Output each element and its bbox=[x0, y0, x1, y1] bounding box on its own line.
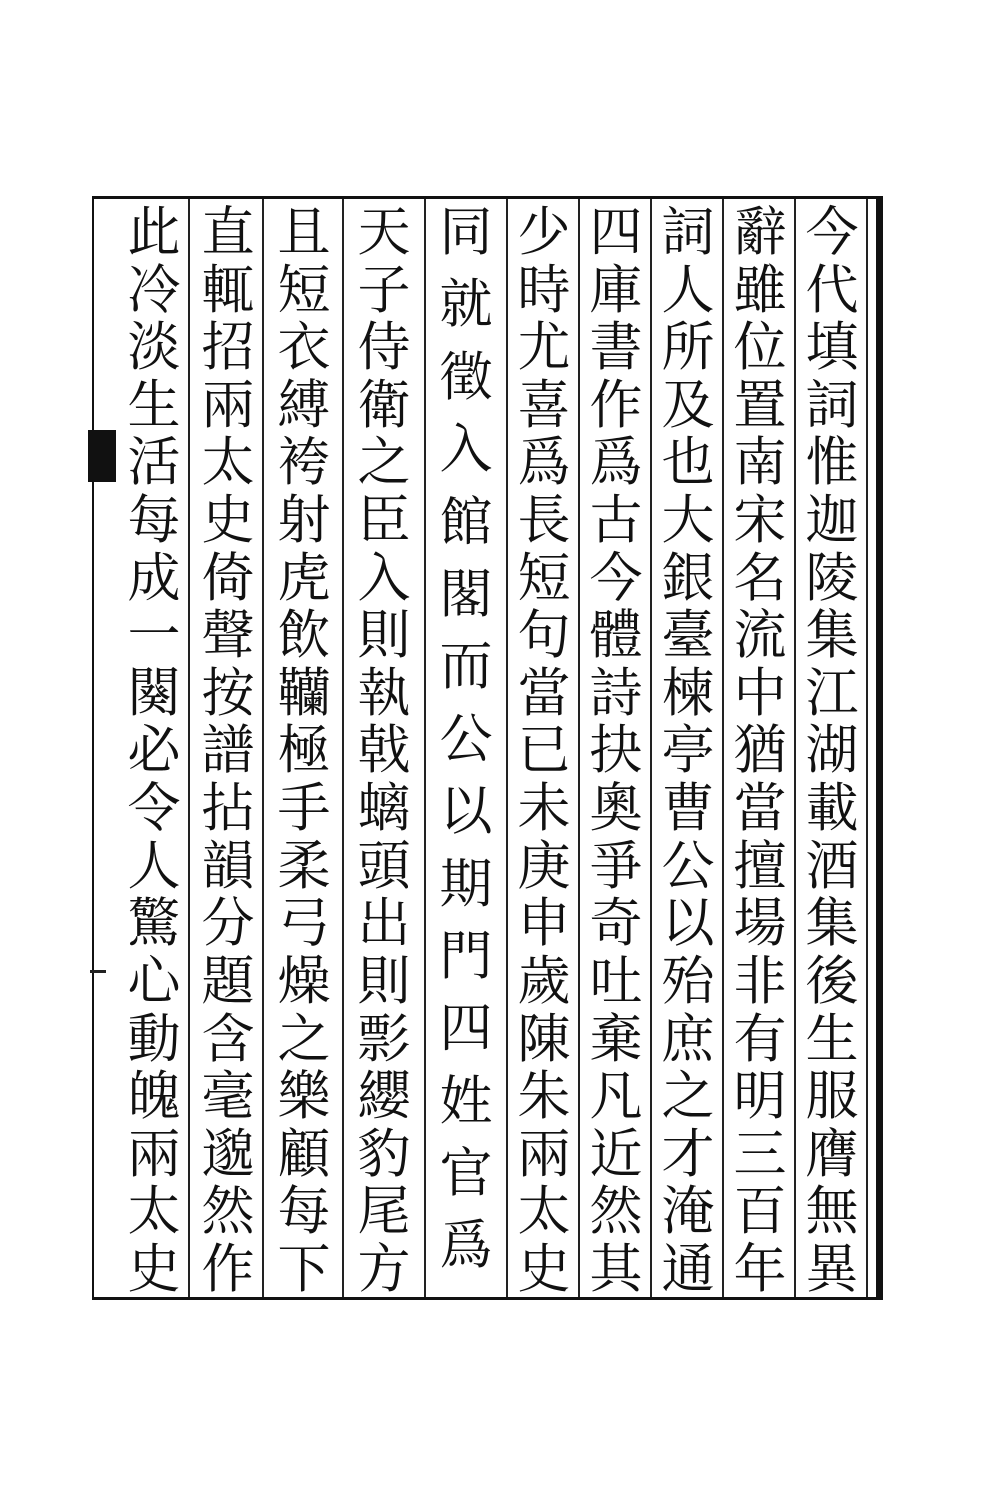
character: 闋 bbox=[127, 662, 181, 724]
character: 載 bbox=[805, 778, 859, 840]
character: 之 bbox=[661, 1066, 715, 1128]
character: 官 bbox=[439, 1143, 493, 1205]
character: 淡 bbox=[127, 317, 181, 379]
character: 四 bbox=[439, 998, 493, 1060]
character: 活 bbox=[127, 432, 181, 494]
character: 場 bbox=[733, 893, 787, 955]
character: 縛 bbox=[277, 374, 331, 436]
character: 彯 bbox=[357, 1008, 411, 1070]
character: 一 bbox=[127, 605, 181, 667]
character: 兩 bbox=[517, 1123, 571, 1185]
character: 之 bbox=[277, 1008, 331, 1070]
character: 姓 bbox=[439, 1070, 493, 1132]
character: 太 bbox=[201, 432, 255, 494]
character: 入 bbox=[439, 419, 493, 481]
character: 辭 bbox=[733, 202, 787, 263]
text-column-6 bbox=[430, 202, 502, 1296]
character: 虎 bbox=[277, 547, 331, 609]
character: 淹 bbox=[661, 1181, 715, 1243]
character: 爲 bbox=[439, 1215, 493, 1277]
character: 公 bbox=[661, 835, 715, 897]
character: 名 bbox=[733, 547, 787, 609]
character: 成 bbox=[127, 547, 181, 609]
character: 臺 bbox=[661, 605, 715, 667]
character: 太 bbox=[517, 1181, 571, 1243]
character: 惟 bbox=[805, 432, 859, 494]
character: 置 bbox=[733, 374, 787, 436]
character: 服 bbox=[805, 1066, 859, 1128]
character: 庚 bbox=[517, 835, 571, 897]
character: 百 bbox=[733, 1181, 787, 1243]
character: 毫 bbox=[201, 1066, 255, 1128]
character: 後 bbox=[805, 950, 859, 1012]
character: 爲 bbox=[589, 432, 643, 494]
character: 此 bbox=[127, 202, 181, 263]
character: 閣 bbox=[439, 563, 493, 625]
page-border-right-thick bbox=[876, 196, 883, 1300]
text-column-5 bbox=[508, 202, 580, 1300]
character: 迦 bbox=[805, 490, 859, 552]
character: 酒 bbox=[805, 835, 859, 897]
character: 題 bbox=[201, 950, 255, 1012]
character: 心 bbox=[127, 950, 181, 1012]
character: 門 bbox=[439, 925, 493, 987]
character: 宋 bbox=[733, 490, 787, 552]
block-center-mark bbox=[90, 970, 106, 973]
character: 未 bbox=[517, 778, 571, 840]
character: 館 bbox=[439, 491, 493, 553]
character: 魄 bbox=[127, 1066, 181, 1128]
character: 歲 bbox=[517, 950, 571, 1012]
character: 朱 bbox=[517, 1066, 571, 1128]
character: 抉 bbox=[589, 720, 643, 782]
character: 燥 bbox=[277, 950, 331, 1012]
character: 尾 bbox=[357, 1181, 411, 1243]
character: 臣 bbox=[357, 490, 411, 552]
character: 尤 bbox=[517, 317, 571, 379]
character: 詩 bbox=[589, 662, 643, 724]
character: 方 bbox=[357, 1238, 411, 1300]
character: 集 bbox=[805, 893, 859, 955]
character: 兩 bbox=[127, 1123, 181, 1185]
character: 奧 bbox=[589, 778, 643, 840]
character: 譜 bbox=[201, 720, 255, 782]
character: 邈 bbox=[201, 1123, 255, 1185]
character: 分 bbox=[201, 893, 255, 955]
character: 所 bbox=[661, 317, 715, 379]
character: 豹 bbox=[357, 1123, 411, 1185]
character: 奇 bbox=[589, 893, 643, 955]
character: 然 bbox=[589, 1181, 643, 1243]
character: 今 bbox=[805, 202, 859, 263]
character: 以 bbox=[661, 893, 715, 955]
text-column-10 bbox=[118, 202, 190, 1300]
character: 四 bbox=[589, 202, 643, 263]
character: 少 bbox=[517, 202, 571, 263]
character: 中 bbox=[733, 662, 787, 724]
character: 且 bbox=[277, 202, 331, 263]
character: 膺 bbox=[805, 1123, 859, 1185]
character: 侍 bbox=[357, 317, 411, 379]
character: 銀 bbox=[661, 547, 715, 609]
character: 詞 bbox=[661, 202, 715, 263]
character: 吐 bbox=[589, 950, 643, 1012]
character: 出 bbox=[357, 893, 411, 955]
block-center-text bbox=[90, 490, 112, 700]
character: 短 bbox=[517, 547, 571, 609]
character: 驚 bbox=[127, 893, 181, 955]
character: 非 bbox=[733, 950, 787, 1012]
character: 書 bbox=[589, 317, 643, 379]
character: 韊 bbox=[277, 662, 331, 724]
character: 三 bbox=[733, 1123, 787, 1185]
character: 顧 bbox=[277, 1123, 331, 1185]
column-rule bbox=[424, 199, 426, 1297]
character: 之 bbox=[357, 432, 411, 494]
character: 拈 bbox=[201, 778, 255, 840]
character: 猶 bbox=[733, 720, 787, 782]
character: 韻 bbox=[201, 835, 255, 897]
character: 樂 bbox=[277, 1066, 331, 1128]
character: 爭 bbox=[589, 835, 643, 897]
character: 短 bbox=[277, 259, 331, 321]
character: 其 bbox=[589, 1238, 643, 1300]
character: 以 bbox=[439, 781, 493, 843]
character: 爲 bbox=[517, 432, 571, 494]
character: 長 bbox=[517, 490, 571, 552]
character: 代 bbox=[805, 259, 859, 321]
character: 陵 bbox=[805, 547, 859, 609]
character: 直 bbox=[201, 202, 255, 263]
character: 填 bbox=[805, 317, 859, 379]
character: 弓 bbox=[277, 893, 331, 955]
text-column-3 bbox=[652, 202, 724, 1300]
character: 生 bbox=[127, 374, 181, 436]
character: 位 bbox=[733, 317, 787, 379]
character: 柔 bbox=[277, 835, 331, 897]
character: 古 bbox=[589, 490, 643, 552]
character: 生 bbox=[805, 1008, 859, 1070]
character: 雖 bbox=[733, 259, 787, 321]
character: 及 bbox=[661, 374, 715, 436]
character: 天 bbox=[357, 202, 411, 263]
character: 則 bbox=[357, 605, 411, 667]
character: 殆 bbox=[661, 950, 715, 1012]
character: 申 bbox=[517, 893, 571, 955]
character: 每 bbox=[127, 490, 181, 552]
character: 徵 bbox=[439, 346, 493, 408]
character: 頭 bbox=[357, 835, 411, 897]
character: 作 bbox=[589, 374, 643, 436]
character: 聲 bbox=[201, 605, 255, 667]
character: 今 bbox=[589, 547, 643, 609]
character: 才 bbox=[661, 1123, 715, 1185]
character: 時 bbox=[517, 259, 571, 321]
character: 下 bbox=[277, 1238, 331, 1300]
character: 當 bbox=[517, 662, 571, 724]
character: 流 bbox=[733, 605, 787, 667]
character: 射 bbox=[277, 490, 331, 552]
character: 史 bbox=[201, 490, 255, 552]
text-column-2 bbox=[724, 202, 796, 1300]
character: 太 bbox=[127, 1181, 181, 1243]
text-column-4 bbox=[580, 202, 652, 1300]
character: 螭 bbox=[357, 778, 411, 840]
character: 每 bbox=[277, 1181, 331, 1243]
character: 近 bbox=[589, 1123, 643, 1185]
character: 招 bbox=[201, 317, 255, 379]
character: 輒 bbox=[201, 259, 255, 321]
character: 棄 bbox=[589, 1008, 643, 1070]
character: 已 bbox=[517, 720, 571, 782]
text-column-7 bbox=[348, 202, 420, 1300]
character: 執 bbox=[357, 662, 411, 724]
character: 子 bbox=[357, 259, 411, 321]
character: 入 bbox=[357, 547, 411, 609]
character: 史 bbox=[127, 1238, 181, 1300]
character: 年 bbox=[733, 1238, 787, 1300]
character: 期 bbox=[439, 853, 493, 915]
character: 戟 bbox=[357, 720, 411, 782]
character: 人 bbox=[127, 835, 181, 897]
column-rule bbox=[342, 199, 344, 1297]
character: 庫 bbox=[589, 259, 643, 321]
character: 袴 bbox=[277, 432, 331, 494]
character: 曹 bbox=[661, 778, 715, 840]
character: 人 bbox=[661, 259, 715, 321]
character: 則 bbox=[357, 950, 411, 1012]
character: 兩 bbox=[201, 374, 255, 436]
character: 異 bbox=[805, 1238, 859, 1300]
character: 史 bbox=[517, 1238, 571, 1300]
character: 楝 bbox=[661, 662, 715, 724]
character: 而 bbox=[439, 636, 493, 698]
fish-tail-mark bbox=[88, 430, 116, 482]
character: 衛 bbox=[357, 374, 411, 436]
character: 喜 bbox=[517, 374, 571, 436]
character: 體 bbox=[589, 605, 643, 667]
character: 當 bbox=[733, 778, 787, 840]
character: 湖 bbox=[805, 720, 859, 782]
character: 陳 bbox=[517, 1008, 571, 1070]
character: 有 bbox=[733, 1008, 787, 1070]
character: 庶 bbox=[661, 1008, 715, 1070]
character: 無 bbox=[805, 1181, 859, 1243]
character: 公 bbox=[439, 708, 493, 770]
text-column-9 bbox=[192, 202, 264, 1300]
character: 通 bbox=[661, 1238, 715, 1300]
character: 詞 bbox=[805, 374, 859, 436]
character: 衣 bbox=[277, 317, 331, 379]
character: 按 bbox=[201, 662, 255, 724]
character: 纓 bbox=[357, 1066, 411, 1128]
character: 必 bbox=[127, 720, 181, 782]
character: 飲 bbox=[277, 605, 331, 667]
character: 令 bbox=[127, 778, 181, 840]
text-column-1 bbox=[796, 202, 868, 1300]
character: 動 bbox=[127, 1008, 181, 1070]
character: 大 bbox=[661, 490, 715, 552]
character: 作 bbox=[201, 1238, 255, 1300]
character: 含 bbox=[201, 1008, 255, 1070]
character: 集 bbox=[805, 605, 859, 667]
character: 極 bbox=[277, 720, 331, 782]
character: 手 bbox=[277, 778, 331, 840]
character: 然 bbox=[201, 1181, 255, 1243]
character: 擅 bbox=[733, 835, 787, 897]
text-column-8 bbox=[268, 202, 340, 1300]
character: 也 bbox=[661, 432, 715, 494]
character: 就 bbox=[439, 274, 493, 336]
character: 明 bbox=[733, 1066, 787, 1128]
character: 倚 bbox=[201, 547, 255, 609]
character: 亭 bbox=[661, 720, 715, 782]
character: 句 bbox=[517, 605, 571, 667]
character: 凡 bbox=[589, 1066, 643, 1128]
character: 同 bbox=[439, 202, 493, 263]
character: 冷 bbox=[127, 259, 181, 321]
character: 江 bbox=[805, 662, 859, 724]
character: 南 bbox=[733, 432, 787, 494]
